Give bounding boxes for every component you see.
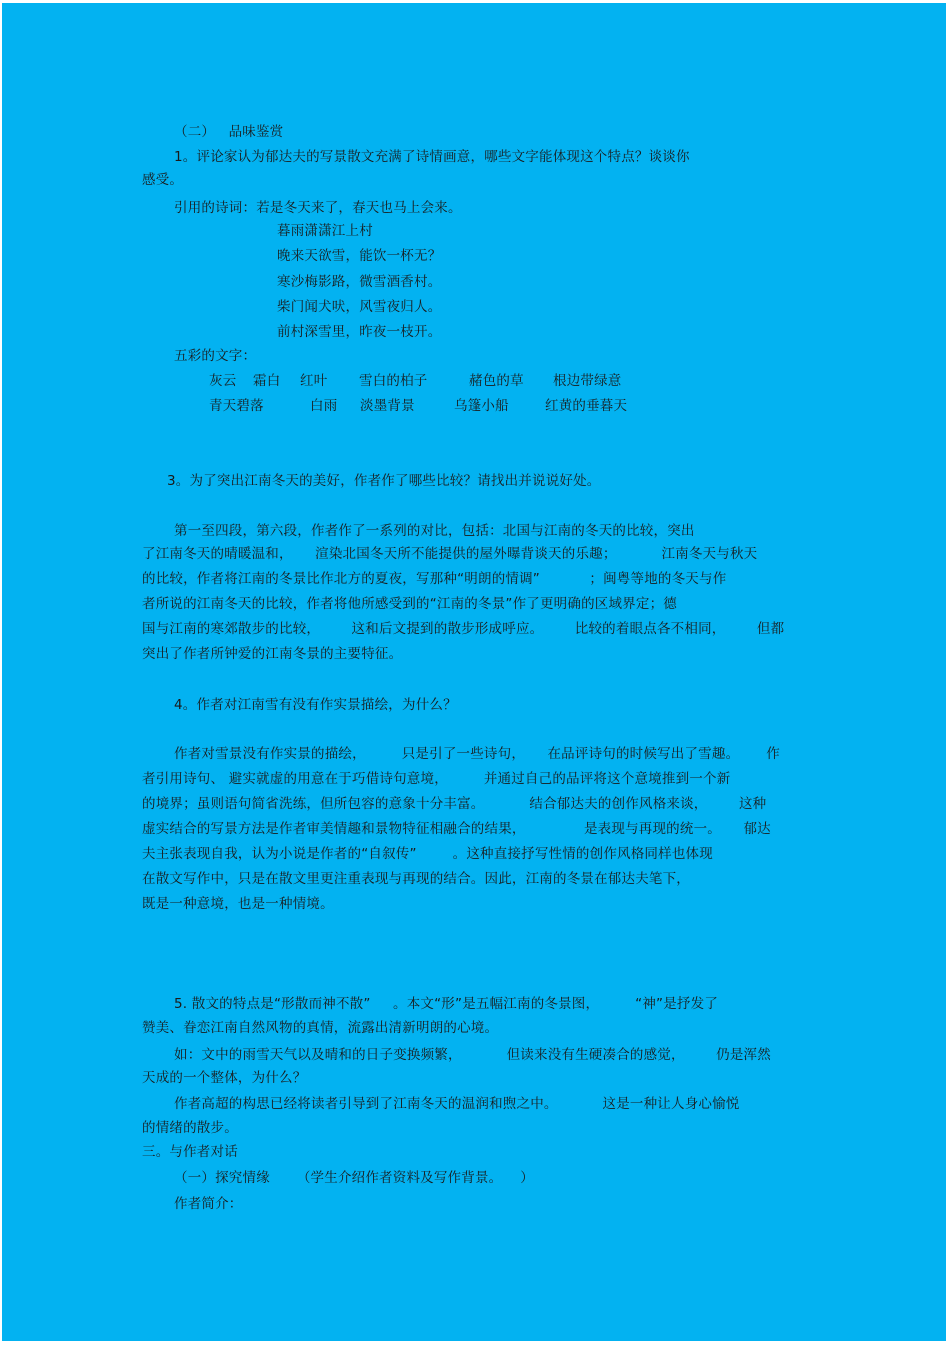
color-word: 雪白的柏子 xyxy=(359,373,428,389)
question-5-line: 赞美、眷恋江南自然风物的真情，流露出清新明朗的心境。 xyxy=(142,1020,499,1036)
poem-line: 晚来天欲雪，能饮一杯无？ xyxy=(277,248,442,264)
answer-3-line: 的比较，作者将江南的冬景比作北方的夏夜，写那种“明朗的情调” ；闽粤等地的冬天与作 xyxy=(142,571,727,587)
question-5-example-line: 如：文中的雨雪天气以及晴和的日子变换频繁， 但读来没有生硬凑合的感觉， 仍是浑然 xyxy=(174,1047,771,1063)
poem-line: 前村深雪里，昨夜一枝开。 xyxy=(277,324,442,340)
question-5-line: 5. 散文的特点是“形散而神不散” 。本文“形”是五幅江南的冬景图， “神”是抒发了 xyxy=(174,996,719,1012)
answer-3-line: 了江南冬天的晴暖温和， 渲染北国冬天所不能提供的屋外曝背谈天的乐趣； 江南冬天与秋天 xyxy=(142,546,758,562)
author-bio-label: 作者简介： xyxy=(174,1196,243,1212)
color-word: 灰云 xyxy=(209,373,237,389)
poems-label: 引用的诗词：若是冬天来了，春天也马上会来。 xyxy=(174,200,462,216)
color-word: 淡墨背景 xyxy=(360,398,415,414)
poem-line: 寒沙梅影路，微雪酒香村。 xyxy=(277,274,442,290)
color-word: 白雨 xyxy=(310,398,338,414)
poem-line: 柴门闻犬吠，风雪夜归人。 xyxy=(277,299,442,315)
answer-4-line: 者引用诗句、 避实就虚的用意在于巧借诗句意境， 并通过自己的品评将这个意境推到一个新 xyxy=(142,771,731,787)
question-4: 4。作者对江南雪有没有作实景描绘，为什么？ xyxy=(174,697,457,713)
answer-4-line: 夫主张表现自我，认为小说是作者的“自叙传” 。这种直接抒写性情的创作风格同样也体现 xyxy=(142,846,713,862)
answer-5-line: 作者高超的构思已经将读者引导到了江南冬天的温润和煦之中。 这是一种让人身心愉悦 xyxy=(174,1096,740,1112)
color-word: 青天碧落 xyxy=(209,398,264,414)
answer-4-line: 既是一种意境，也是一种情境。 xyxy=(142,896,334,912)
color-word: 乌篷小船 xyxy=(454,398,509,414)
answer-3-line: 国与江南的寒郊散步的比较， 这和后文提到的散步形成呼应。 比较的着眼点各不相同， 但都 xyxy=(142,621,785,637)
answer-4-line: 在散文写作中，只是在散文里更注重表现与再现的结合。因此，江南的冬景在郁达夫笔下， xyxy=(142,871,690,887)
color-word: 霜白 xyxy=(253,373,281,389)
question-5-example-line: 天成的一个整体，为什么？ xyxy=(142,1070,307,1086)
document-page xyxy=(2,3,946,1341)
answer-4-line: 作者对雪景没有作实景的描绘， 只是引了一些诗句， 在品评诗句的时候写出了雪趣。 作 xyxy=(174,746,780,762)
color-word: 红黄的垂暮天 xyxy=(545,398,628,414)
section-heading: （二） 品味鉴赏 xyxy=(174,124,284,140)
answer-5-line: 的情绪的散步。 xyxy=(142,1120,238,1136)
question-1-line-2: 感受。 xyxy=(142,172,184,188)
section-3-heading: 三。与作者对话 xyxy=(142,1144,238,1160)
answer-3-line: 者所说的江南冬天的比较，作者将他所感受到的“江南的冬景”作了更明确的区域界定；德 xyxy=(142,596,677,612)
color-word: 赭色的草 xyxy=(469,373,524,389)
answer-4-line: 的境界；虽则语句简省洗练，但所包容的意象十分丰富。 结合郁达夫的创作风格来谈， 这种 xyxy=(142,796,767,812)
section-3-sub-heading: （一）探究情缘 （学生介绍作者资料及写作背景。 ） xyxy=(174,1170,535,1186)
colors-label: 五彩的文字： xyxy=(174,348,257,364)
answer-3-line: 突出了作者所钟爱的江南冬景的主要特征。 xyxy=(142,646,403,662)
poem-line: 暮雨潇潇江上村 xyxy=(277,223,373,239)
question-1-line-1: 1。评论家认为郁达夫的写景散文充满了诗情画意，哪些文字能体现这个特点？谈谈你 xyxy=(174,149,690,165)
color-word: 红叶 xyxy=(300,373,328,389)
answer-3-line: 第一至四段，第六段，作者作了一系列的对比，包括：北国与江南的冬天的比较，突出 xyxy=(174,523,695,539)
color-word: 根边带绿意 xyxy=(553,373,622,389)
answer-4-line: 虚实结合的写景方法是作者审美情趣和景物特征相融合的结果， 是表现与再现的统一。 郁达 xyxy=(142,821,771,837)
question-3: 3。为了突出江南冬天的美好，作者作了哪些比较？请找出并说说好处。 xyxy=(167,473,601,489)
